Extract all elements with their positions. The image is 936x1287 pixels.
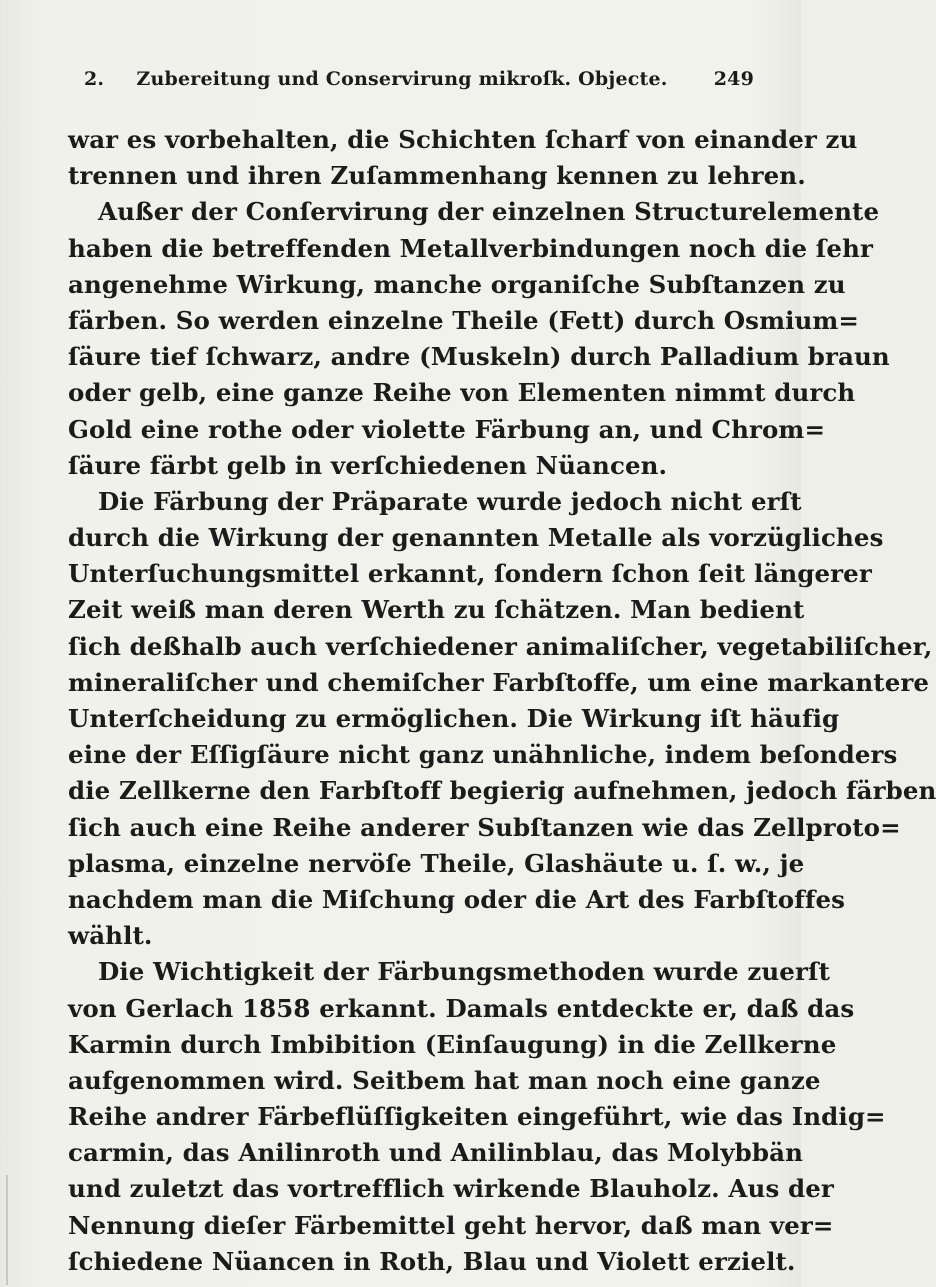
text-line: trennen und ihren Zuſammenhang kennen zu lehren.	[68, 161, 806, 191]
page-number: 249	[713, 68, 754, 90]
text-line: wählt.	[68, 921, 153, 951]
text-line: die Zellkerne den Farbſtoff begierig aufnehmen, jedoch färben	[68, 776, 936, 806]
text-line: Die Wichtigkeit der Färbungsmethoden wurde zuerſt	[98, 957, 831, 987]
text-line: und zuletzt das vortrefflich wirkende Blauholz. Aus der	[68, 1174, 834, 1204]
text-line: Unterſcheidung zu ermöglichen. Die Wirkung iſt häufig	[68, 704, 840, 733]
text-line: plasma, einzelne nervöſe Theile, Glashäute u. ſ. w., je	[68, 848, 805, 878]
running-title: Zubereitung und Conservirung mikroſk. Objecte.	[136, 68, 668, 90]
text-line: von Gerlach 1858 erkannt. Damals entdeckte er, daß das	[68, 993, 855, 1023]
text-line: war es vorbehalten, die Schichten ſcharf von einander zu	[68, 125, 858, 154]
text-line: oder gelb, eine ganze Reihe von Elementen nimmt durch	[68, 378, 856, 408]
text-line: Außer der Conſervirung der einzelnen Structurelemente	[98, 197, 880, 227]
text-line: färben. So werden einzelne Theile (Fett) durch Osmium=	[68, 305, 860, 335]
text-line: Nennung dieſer Färbemittel geht hervor, daß man ver=	[68, 1210, 834, 1240]
gutter-shadow	[6, 1175, 8, 1285]
text-line: Karmin durch Imbibition (Einſaugung) in die Zellkerne	[68, 1029, 837, 1059]
chapter-number: 2.	[84, 68, 105, 90]
text-line: ſäure färbt gelb in verſchiedenen Nüancen.	[68, 450, 668, 480]
text-line: ſäure tief ſchwarz, andre (Muskeln) durch Palladium braun	[68, 342, 890, 372]
text-line: Die Färbung der Präparate wurde jedoch nicht erſt	[98, 486, 802, 516]
text-line: Zeit weiß man deren Werth zu ſchätzen. Man bedient	[68, 595, 805, 625]
text-line: haben die betreffenden Metallverbindungen noch die ſehr	[68, 233, 874, 263]
text-line: mineraliſcher und chemiſcher Farbſtoffe, um eine markantere	[68, 667, 930, 697]
running-header	[84, 68, 754, 98]
body-text	[68, 122, 936, 1280]
text-line: aufgenommen wird. Seitbem hat man noch eine ganze	[68, 1065, 821, 1095]
text-line: nachdem man die Miſchung oder die Art des Farbſtoffes	[68, 884, 846, 914]
text-line: ſchiedene Nüancen in Roth, Blau und Violett erzielt.	[68, 1246, 796, 1276]
text-line: ſich deßhalb auch verſchiedener animaliſcher, vegetabiliſcher,	[68, 631, 933, 661]
text-line: ſich auch eine Reihe anderer Subſtanzen wie das Zellproto=	[68, 812, 901, 842]
text-line: durch die Wirkung der genannten Metalle als vorzügliches	[68, 523, 884, 553]
text-line: Reihe andrer Färbeflüſſigkeiten eingeführt, wie das Indig=	[68, 1102, 886, 1132]
text-line: eine der Eſſigſäure nicht ganz unähnliche, indem beſonders	[68, 740, 898, 770]
text-line: Unterſuchungsmittel erkannt, ſondern ſchon ſeit längerer	[68, 559, 872, 589]
text-line: angenehme Wirkung, manche organiſche Subſtanzen zu	[68, 269, 846, 299]
text-line: carmin, das Anilinroth und Anilinblau, das Molybbän	[68, 1138, 804, 1168]
text-line: Gold eine rothe oder violette Färbung an, und Chrom=	[68, 414, 826, 444]
